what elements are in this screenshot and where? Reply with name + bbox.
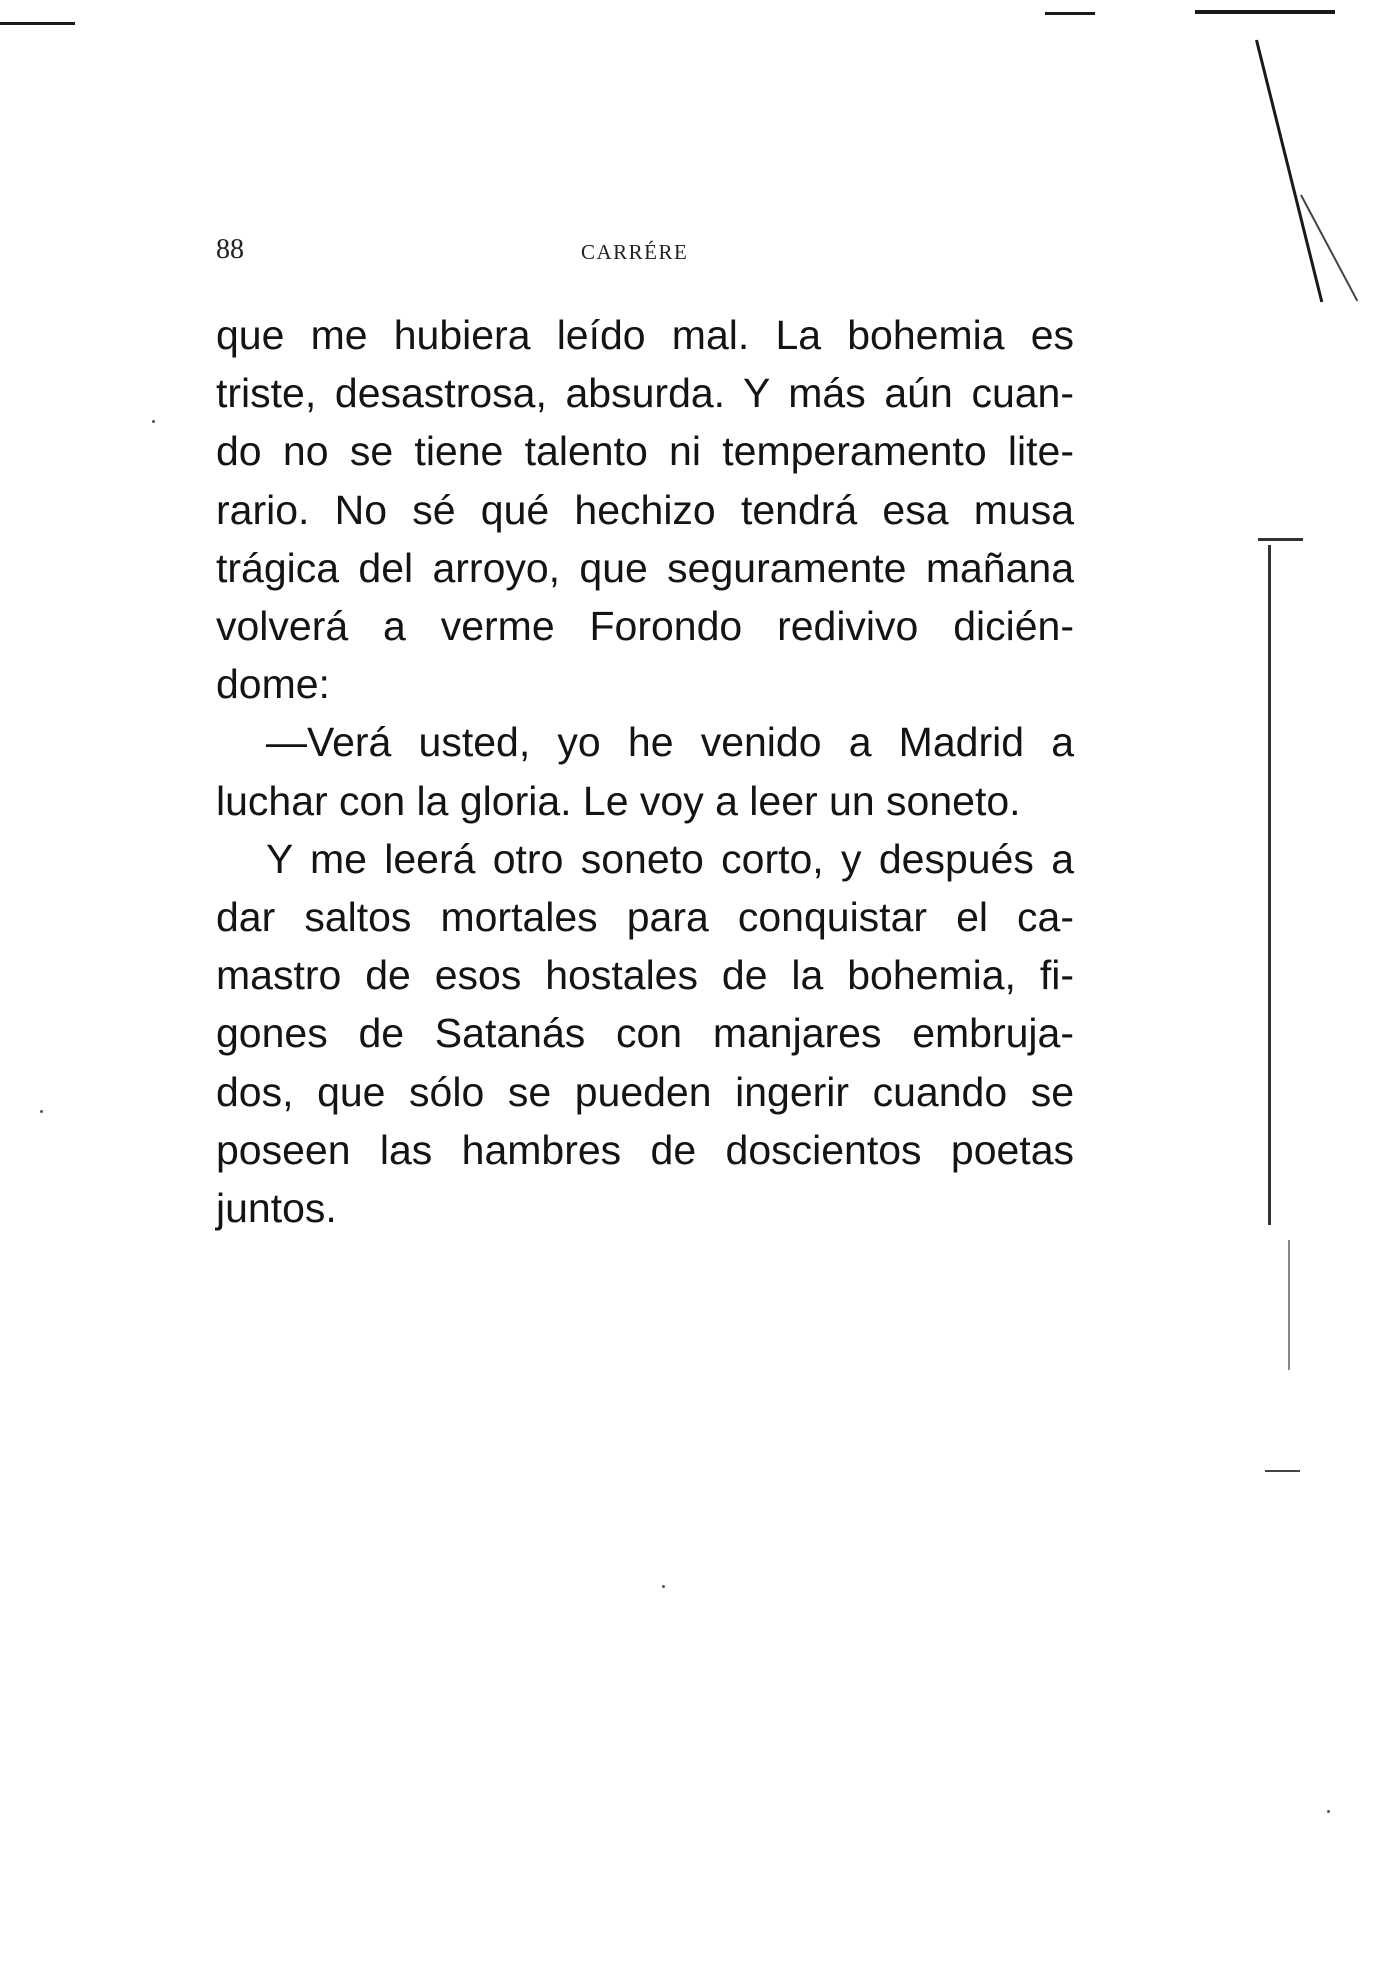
running-head: CARRÉRE xyxy=(581,240,689,264)
text-line: dome: xyxy=(216,661,330,708)
scan-speck xyxy=(40,1110,43,1113)
text-line: que me hubiera leído mal. La bohemia es xyxy=(216,312,1074,358)
text-line: dar saltos mortales para conquistar el ca- xyxy=(216,894,1074,941)
scan-speck xyxy=(152,420,155,423)
scan-speck xyxy=(662,1585,665,1588)
text-line: rario. No sé qué hechizo tendrá esa musa xyxy=(216,486,1074,533)
scan-artifact-margin-rule xyxy=(1268,545,1271,1225)
text-line: mastro de esos hostales de la bohemia, fi- xyxy=(216,952,1074,999)
text-line: trágica del arroyo, que seguramente mañana xyxy=(216,544,1074,591)
scan-artifact-top-right xyxy=(1195,10,1335,14)
text-line: luchar con la gloria. Le voy a leer un soneto. xyxy=(216,777,1021,824)
scan-artifact-top-mid xyxy=(1045,12,1095,15)
text-line: do no se tiene talento ni temperamento lite- xyxy=(216,428,1074,475)
scan-artifact-margin-tick-bottom xyxy=(1265,1470,1300,1472)
text-line: triste, desastrosa, absurda. Y más aún cuan- xyxy=(216,370,1074,417)
text-line: —Verá usted, yo he venido a Madrid a xyxy=(266,719,1074,766)
text-line: juntos. xyxy=(216,1185,337,1232)
scan-artifact-margin-dots xyxy=(1288,1240,1290,1370)
text-line: poseen las hambres de doscientos poetas xyxy=(216,1126,1074,1173)
text-line: Y me leerá otro soneto corto, y después a xyxy=(266,835,1074,882)
text-line: volverá a verme Forondo redivivo dicién- xyxy=(216,603,1074,650)
scan-artifact-binding-edge xyxy=(1255,40,1323,303)
page-number: 88 xyxy=(216,234,244,265)
page-header xyxy=(216,234,1074,274)
text-line: gones de Satanás con manjares embruja- xyxy=(216,1010,1074,1057)
scan-speck xyxy=(1327,1810,1330,1813)
text-line: dos, que sólo se pueden ingerir cuando se xyxy=(216,1068,1074,1115)
scan-artifact-margin-tick xyxy=(1258,538,1303,541)
scan-artifact-top-left xyxy=(0,22,75,25)
body-text xyxy=(216,306,1074,1237)
